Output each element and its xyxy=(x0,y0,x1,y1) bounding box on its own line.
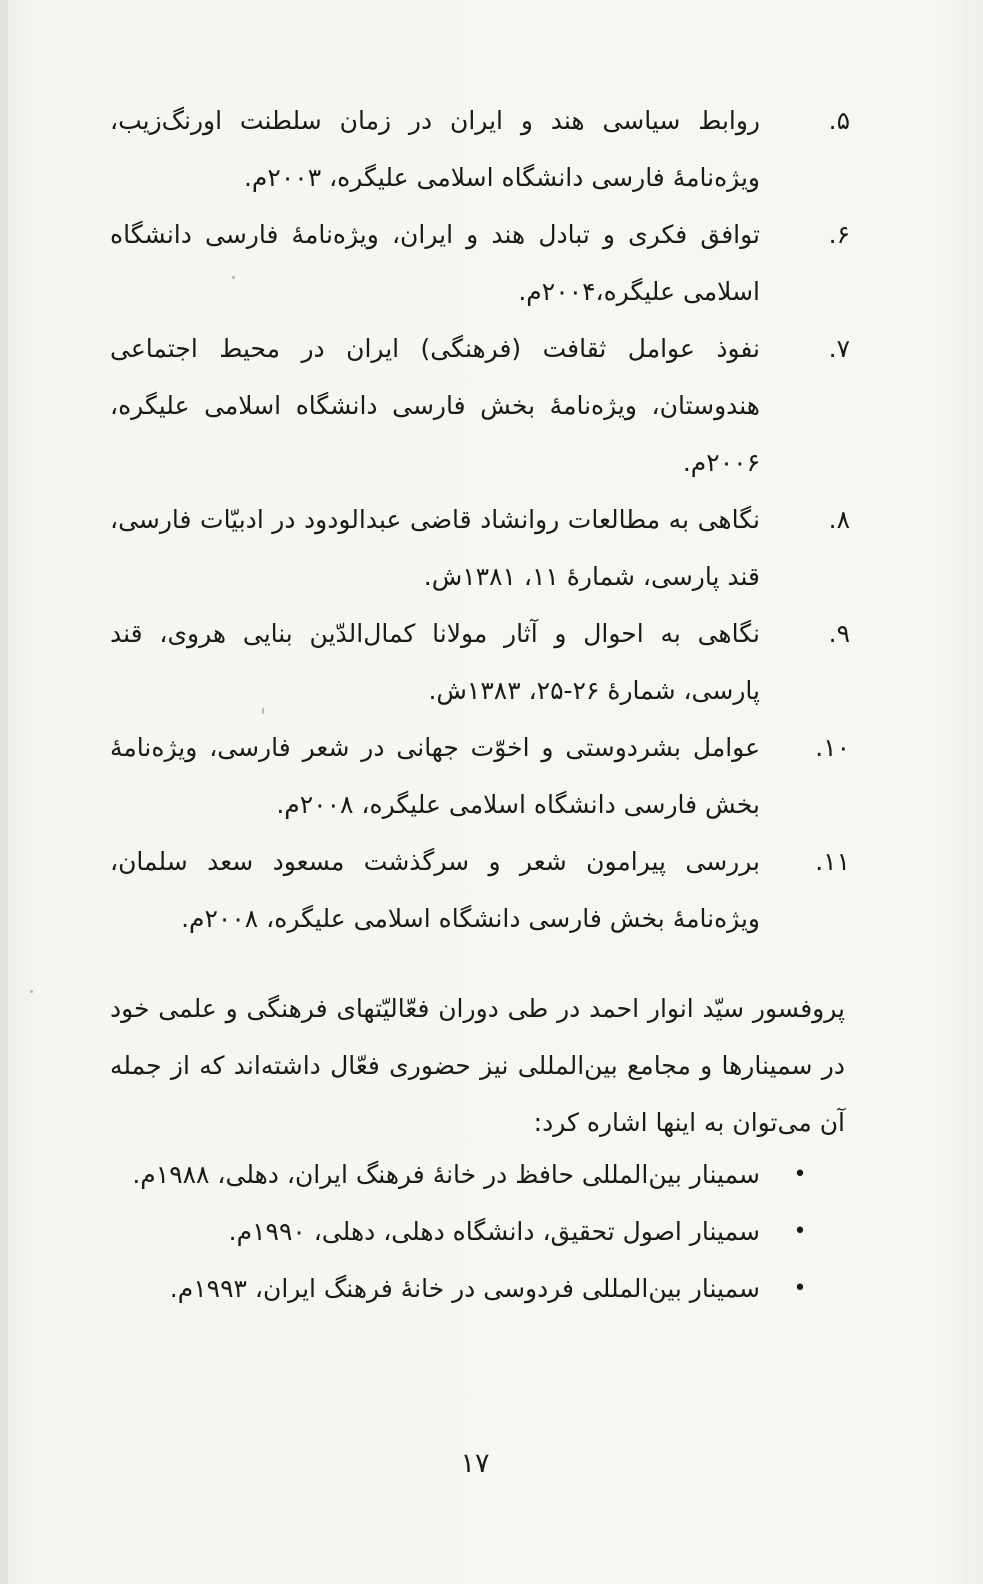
list-item xyxy=(110,92,850,206)
page-number: ۱۷ xyxy=(460,1448,490,1479)
seminar-list xyxy=(110,1146,810,1317)
list-item xyxy=(110,719,850,833)
list-item-text: نگاهی به مطالعات روانشاد قاضی عبدالودود در ادبیّات فارسی، قند پارسی، شمارهٔ ۱۱، ۱۳۸۱ش. xyxy=(110,505,760,591)
list-item-text: بررسی پیرامون شعر و سرگذشت مسعود سعد سلمان، ویژه‌نامهٔ بخش فارسی دانشگاه اسلامی علیگره، ۲۰۰۸م. xyxy=(110,847,760,933)
body-paragraph: پروفسور سیّد انوار احمد در طی دوران فعّالیّتهای فرهنگی و علمی خود در سمینارها و مجامع بین‌المللی نیز حضوری فعّال داشته‌اند که از جمله آن می‌توان به اینها اشاره کرد: xyxy=(110,994,845,1137)
list-item xyxy=(110,1203,810,1260)
paper-speck xyxy=(232,276,235,279)
bullet-icon: • xyxy=(793,1162,807,1187)
paper-speck xyxy=(30,990,33,993)
bullet-icon: • xyxy=(793,1276,807,1301)
list-item xyxy=(110,1146,810,1203)
list-item xyxy=(110,491,850,605)
list-item-number: ۱۱. xyxy=(815,847,850,876)
list-item-text: توافق فکری و تبادل هند و ایران، ویژه‌نامهٔ فارسی دانشگاه اسلامی علیگره،۲۰۰۴م. xyxy=(110,220,760,306)
list-item-number: ۵. xyxy=(828,106,850,135)
list-item-number: ۸. xyxy=(828,505,850,534)
page-edge-shadow xyxy=(0,0,8,1584)
list-item-text: روابط سیاسی هند و ایران در زمان سلطنت اورنگ‌زیب، ویژه‌نامهٔ فارسی دانشگاه اسلامی علیگره، ۲۰۰۳م. xyxy=(110,106,760,192)
list-item-text: عوامل بشردوستی و اخوّت جهانی در شعر فارسی، ویژه‌نامهٔ بخش فارسی دانشگاه اسلامی علیگره، ۲۰۰۸م. xyxy=(110,733,760,819)
publication-list xyxy=(110,92,850,947)
list-item-number: ۶. xyxy=(828,220,850,249)
list-item xyxy=(110,605,850,719)
list-item-number: ۷. xyxy=(828,334,850,363)
list-item-text: سمینار بین‌المللی فردوسی در خانهٔ فرهنگ ایران، ۱۹۹۳م. xyxy=(169,1274,760,1303)
paper-speck xyxy=(262,708,264,714)
list-item-text: سمینار بین‌المللی حافظ در خانهٔ فرهنگ ایران، دهلی، ۱۹۸۸م. xyxy=(132,1160,760,1189)
list-item-text: نفوذ عوامل ثقافت (فرهنگی) ایران در محیط اجتماعی هندوستان، ویژه‌نامهٔ بخش فارسی دانشگاه اسلامی علیگره، ۲۰۰۶م. xyxy=(110,334,760,477)
list-item xyxy=(110,320,850,491)
bullet-icon: • xyxy=(793,1219,807,1244)
list-item xyxy=(110,1260,810,1317)
list-item-number: ۹. xyxy=(828,619,850,648)
list-item-number: ۱۰. xyxy=(815,733,850,762)
list-item xyxy=(110,833,850,947)
list-item-text: نگاهی به احوال و آثار مولانا کمال‌الدّین بنایی هروی، قند پارسی، شمارهٔ ۲۶-۲۵، ۱۳۸۳ش. xyxy=(110,619,760,705)
list-item-text: سمینار اصول تحقیق، دانشگاه دهلی، دهلی، ۱۹۹۰م. xyxy=(228,1217,760,1246)
list-item xyxy=(110,206,850,320)
